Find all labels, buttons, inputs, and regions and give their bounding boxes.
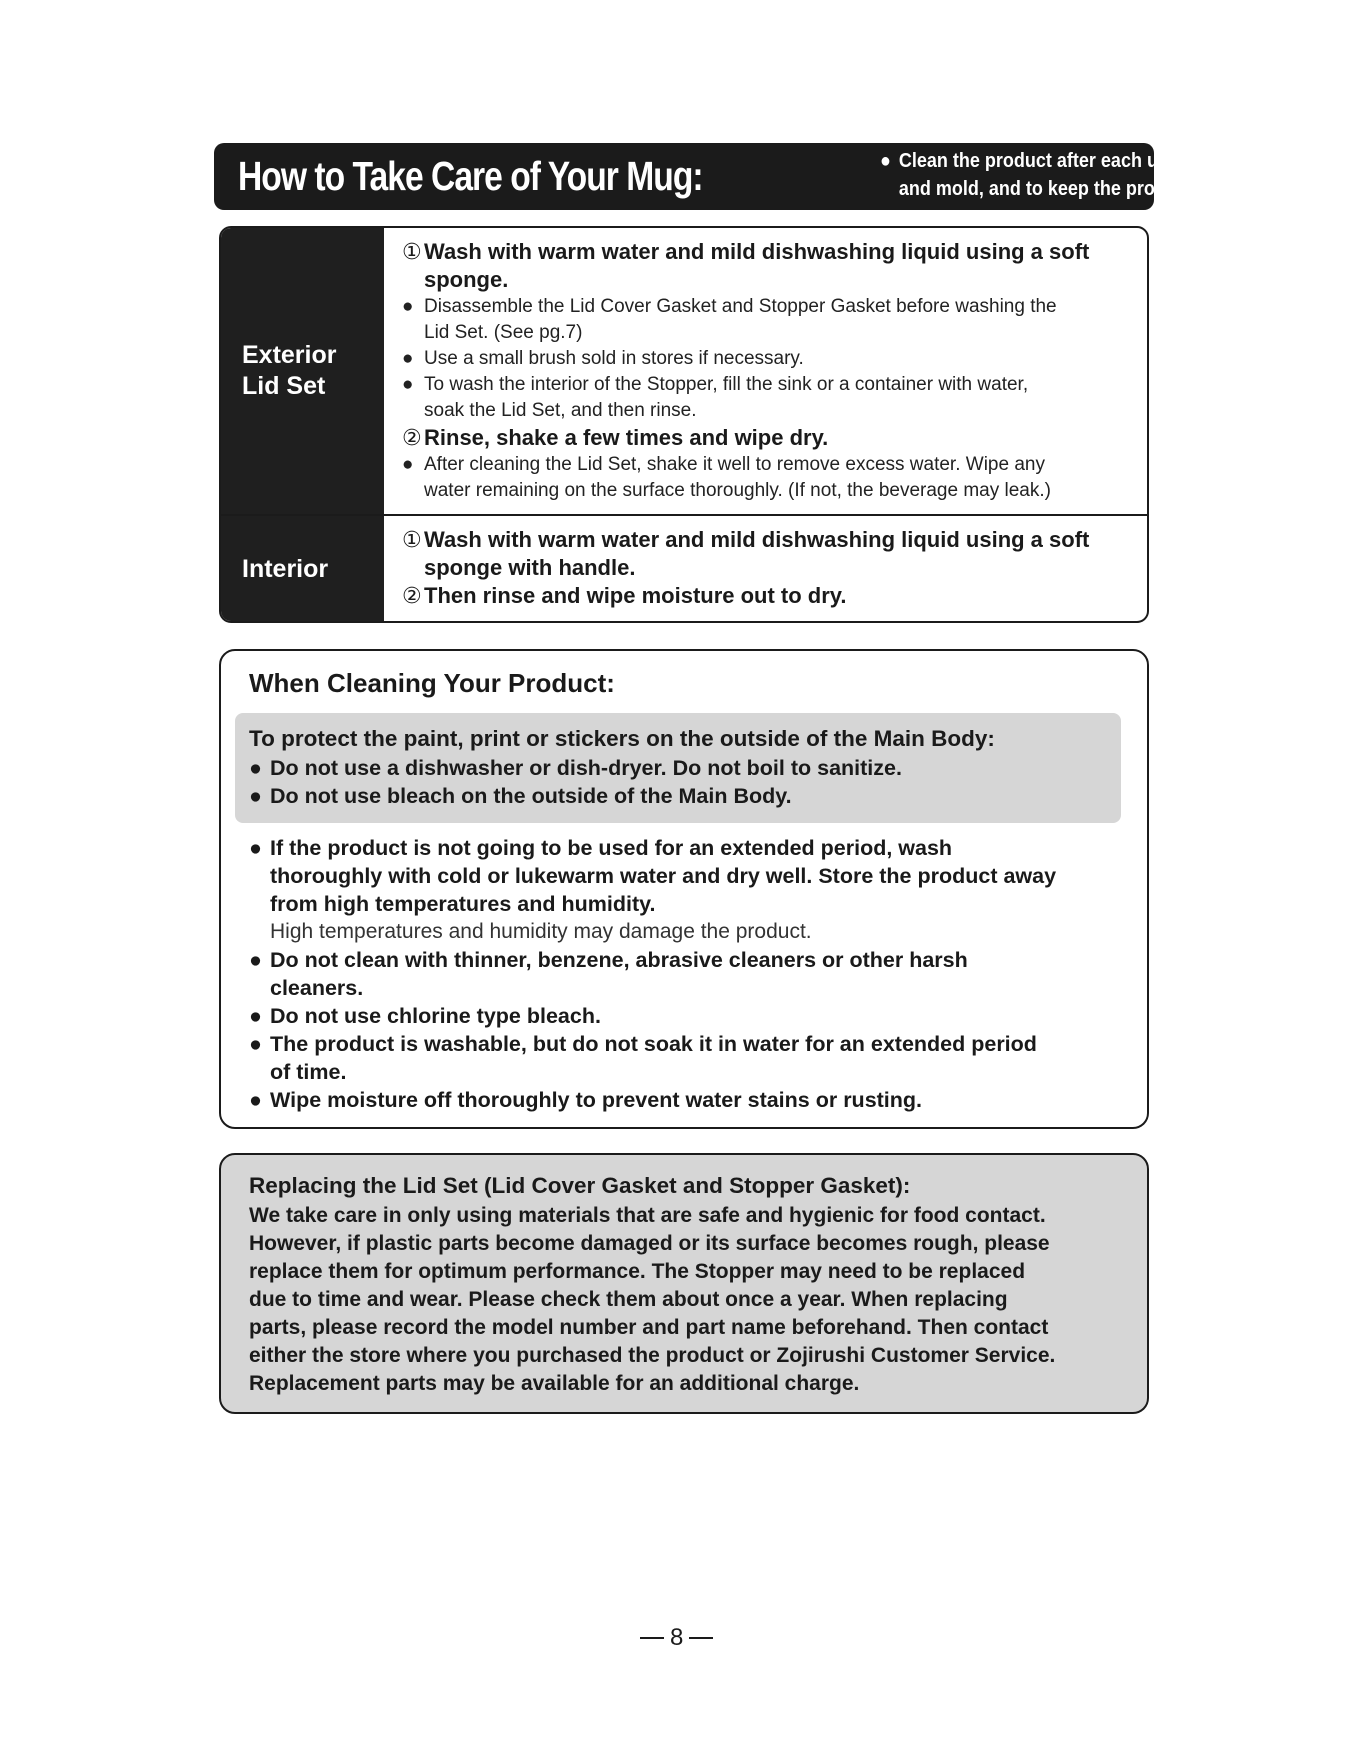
step-1 (402, 238, 1133, 294)
section-title: Replacing the Lid Set (Lid Cover Gasket and Stopper Gasket): (249, 1173, 911, 1198)
header-note (880, 147, 1325, 203)
bullet-icon: ● (402, 454, 414, 475)
note-item (402, 346, 1133, 372)
bullet-icon: ● (880, 150, 891, 172)
header-note-line: Clean the product after each use to prevent odors (898, 150, 1325, 172)
list-item (249, 782, 1121, 810)
callout-heading: To protect the paint, print or stickers on the outside of the Main Body: (249, 726, 995, 751)
page-number-value: 8 (670, 1624, 684, 1651)
body-line: We take care in only using materials that are safe and hygienic for food contact. (249, 1204, 1046, 1227)
body-line: either the store where you purchased the product or Zojirushi Customer Service. (249, 1344, 1056, 1367)
body-line: parts, please record the model number and part name beforehand. Then contact (249, 1316, 1049, 1339)
step-2 (402, 582, 1133, 610)
step-line: Rinse, shake a few times and wipe dry. (424, 425, 829, 450)
step-line: sponge. (424, 267, 509, 292)
note-item (402, 294, 1133, 346)
note-item (402, 372, 1133, 424)
list-item (249, 834, 1117, 918)
note-line: After cleaning the Lid Set, shake it well to remove excess water. Wipe any (424, 454, 1045, 475)
bullet-icon: ● (249, 1032, 262, 1056)
replacing-section (219, 1153, 1149, 1414)
step-line: sponge with handle. (424, 555, 636, 580)
list-item (249, 946, 1117, 1002)
bullet-icon: ● (402, 374, 414, 395)
step-line: Wash with warm water and mild dishwashing liquid using a soft (424, 239, 1090, 264)
dash-icon (640, 1637, 664, 1639)
list-item (249, 754, 1121, 782)
row-label-line: Lid Set (242, 372, 326, 400)
list-item-line: Do not use chlorine type bleach. (270, 1004, 601, 1028)
list-item (249, 1030, 1117, 1086)
body-line: replace them for optimum performance. The Stopper may need to be replaced (249, 1260, 1026, 1283)
list-item-text: Do not use a dishwasher or dish-dryer. Do not boil to sanitize. (270, 756, 902, 780)
header-note-line: and mold, and to keep the product sanitary. (898, 178, 1271, 200)
note-line: Use a small brush sold in stores if necessary. (424, 348, 804, 369)
step-number: ① (402, 239, 422, 264)
row-label-exterior (221, 228, 384, 514)
list-item-line: of time. (270, 1060, 347, 1084)
bullet-icon: ● (402, 348, 414, 369)
step-line: Wash with warm water and mild dishwashing liquid using a soft (424, 527, 1090, 552)
care-row-interior (221, 516, 1147, 623)
note-line: Disassemble the Lid Cover Gasket and Stopper Gasket before washing the (424, 296, 1057, 317)
note-line: To wash the interior of the Stopper, fill the sink or a container with water, (424, 374, 1029, 395)
bullet-icon: ● (249, 1004, 262, 1028)
care-row-exterior (221, 228, 1147, 516)
row-label-interior: Interior (221, 516, 384, 623)
list-item-line: cleaners. (270, 976, 364, 1000)
list-item (249, 1002, 1117, 1030)
list-item-line: Do not clean with thinner, benzene, abrasive cleaners or other harsh (270, 948, 968, 972)
care-table (219, 226, 1149, 623)
step-number: ② (402, 425, 422, 450)
list-item-line: thoroughly with cold or lukewarm water and dry well. Store the product away (270, 864, 1057, 888)
bullet-icon: ● (249, 836, 262, 860)
section-title: When Cleaning Your Product: (249, 668, 615, 698)
note-line: water remaining on the surface thoroughly. (If not, the beverage may leak.) (424, 480, 1051, 501)
bullet-icon: ● (249, 784, 262, 808)
body-line: However, if plastic parts become damaged or its surface becomes rough, please (249, 1232, 1050, 1255)
list-item-line: Wipe moisture off thoroughly to prevent water stains or rusting. (270, 1088, 923, 1112)
page-number (640, 1624, 713, 1652)
note-line: Lid Set. (See pg.7) (424, 322, 583, 343)
list-item (249, 1086, 1117, 1114)
step-1 (402, 526, 1133, 582)
list-item-line: The product is washable, but do not soak it in water for an extended period (270, 1032, 1037, 1056)
row-content-interior (402, 526, 1133, 610)
note-item (402, 452, 1133, 504)
note-line: soak the Lid Set, and then rinse. (424, 400, 697, 421)
dash-icon (689, 1637, 713, 1639)
section-body (249, 1202, 1129, 1398)
row-content-exterior (402, 238, 1133, 504)
list-item-line: If the product is not going to be used for an extended period, wash (270, 836, 953, 860)
list-item-subnote: High temperatures and humidity may damage the product. (270, 920, 812, 943)
care-header-bar (214, 143, 1325, 210)
body-line: due to time and wear. Please check them about once a year. When replacing (249, 1288, 1008, 1311)
step-number: ② (402, 583, 422, 608)
bullet-icon: ● (249, 1088, 262, 1112)
bullet-icon: ● (402, 296, 414, 317)
cleaning-list (249, 834, 1117, 1114)
bullet-icon: ● (249, 948, 262, 972)
page-title: How to Take Care of Your Mug: (238, 153, 703, 199)
step-2 (402, 424, 1133, 452)
step-line: Then rinse and wipe moisture out to dry. (424, 583, 847, 608)
list-item-line: from high temperatures and humidity. (270, 892, 656, 916)
protect-callout (235, 713, 1121, 823)
step-number: ① (402, 527, 422, 552)
bullet-icon: ● (249, 756, 262, 780)
row-label-line: Exterior (242, 341, 337, 369)
cleaning-section (219, 649, 1149, 1129)
body-line: Replacement parts may be available for an additional charge. (249, 1372, 860, 1395)
list-item-text: Do not use bleach on the outside of the Main Body. (270, 784, 792, 808)
